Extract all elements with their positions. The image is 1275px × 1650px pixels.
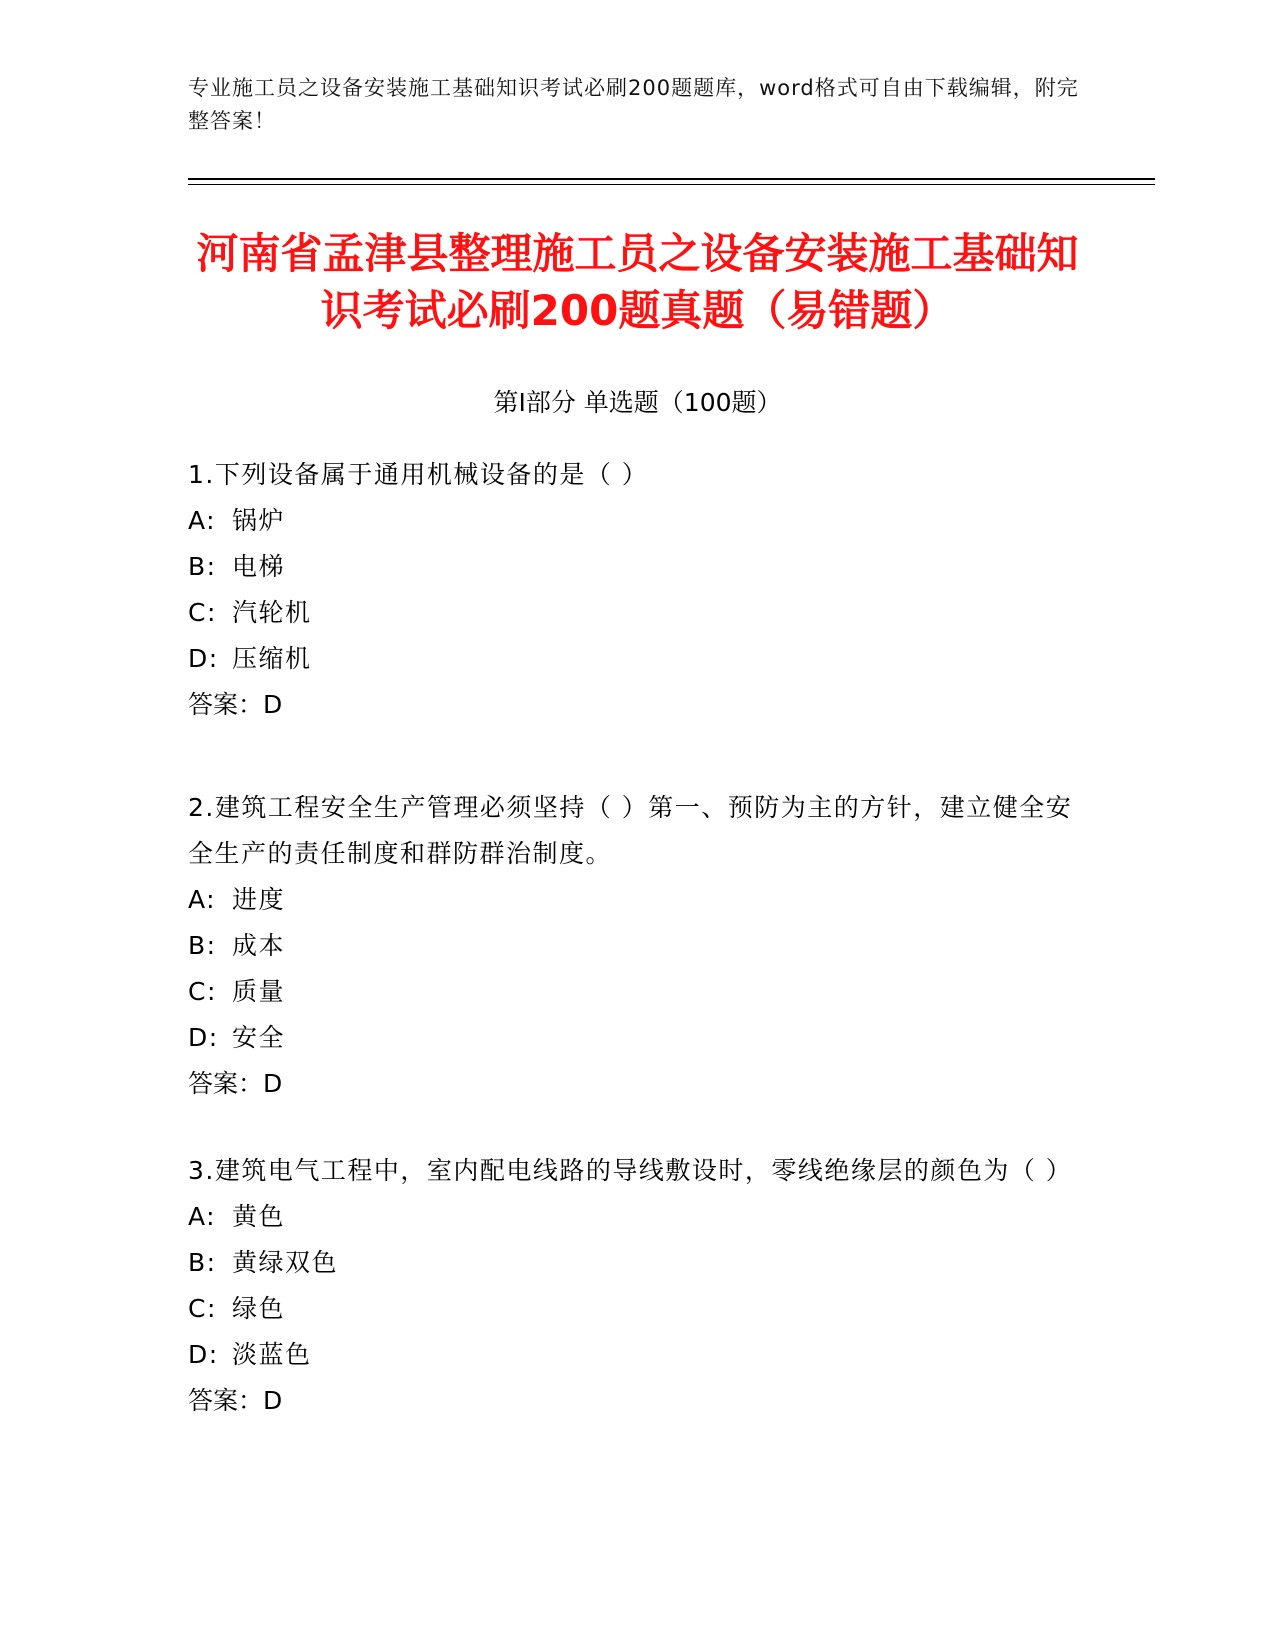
option-c (188, 1286, 1088, 1332)
answer: 答案：D (188, 1069, 283, 1098)
option-key: C: (188, 1294, 217, 1323)
option-b (188, 544, 1088, 590)
option-text: 压缩机 (232, 644, 312, 673)
option-text: 淡蓝色 (232, 1340, 312, 1369)
question-2 (188, 785, 1088, 1107)
option-key: B: (188, 931, 217, 960)
option-d (188, 636, 1088, 682)
option-key: A: (188, 1202, 217, 1231)
option-b (188, 923, 1088, 969)
option-text: 黄色 (232, 1202, 286, 1231)
option-text: 黄绿双色 (232, 1248, 339, 1277)
document-title: 河南省孟津县整理施工员之设备安装施工基础知识考试必刷200题真题（易错题） (196, 229, 1079, 335)
question-stem: 3.建筑电气工程中，室内配电线路的导线敷设时，零线绝缘层的颜色为（ ） (188, 1156, 1073, 1185)
option-key: D: (188, 1340, 219, 1369)
option-text: 绿色 (232, 1294, 286, 1323)
option-text: 安全 (232, 1023, 286, 1052)
option-key: D: (188, 644, 219, 673)
option-text: 成本 (232, 931, 286, 960)
option-key: D: (188, 1023, 219, 1052)
header-rule-thick (188, 178, 1155, 180)
option-text: 汽轮机 (232, 598, 312, 627)
question-stem: 1.下列设备属于通用机械设备的是（ ） (188, 460, 649, 489)
option-key: B: (188, 552, 217, 581)
option-a (188, 498, 1088, 544)
option-text: 进度 (232, 885, 286, 914)
option-c (188, 969, 1088, 1015)
option-d (188, 1015, 1088, 1061)
option-key: C: (188, 598, 217, 627)
option-text: 锅炉 (232, 506, 286, 535)
option-b (188, 1240, 1088, 1286)
question-3 (188, 1148, 1088, 1424)
option-a (188, 877, 1088, 923)
option-key: B: (188, 1248, 217, 1277)
option-d (188, 1332, 1088, 1378)
answer: 答案：D (188, 1386, 283, 1415)
option-text: 电梯 (232, 552, 286, 581)
option-key: A: (188, 506, 217, 535)
option-text: 质量 (232, 977, 286, 1006)
option-key: C: (188, 977, 217, 1006)
option-a (188, 1194, 1088, 1240)
header-rule-thin (188, 184, 1155, 185)
header-note: 专业施工员之设备安装施工基础知识考试必刷200题题库，word格式可自由下载编辑，附完整答案！ (188, 76, 1079, 133)
option-key: A: (188, 885, 217, 914)
section-heading: 第I部分 单选题（100题） (493, 388, 782, 417)
question-1 (188, 452, 1088, 728)
answer: 答案：D (188, 690, 283, 719)
question-stem: 2.建筑工程安全生产管理必须坚持（ ）第一、预防为主的方针，建立健全安全生产的责任制度和群防群治制度。 (188, 793, 1073, 868)
option-c (188, 590, 1088, 636)
